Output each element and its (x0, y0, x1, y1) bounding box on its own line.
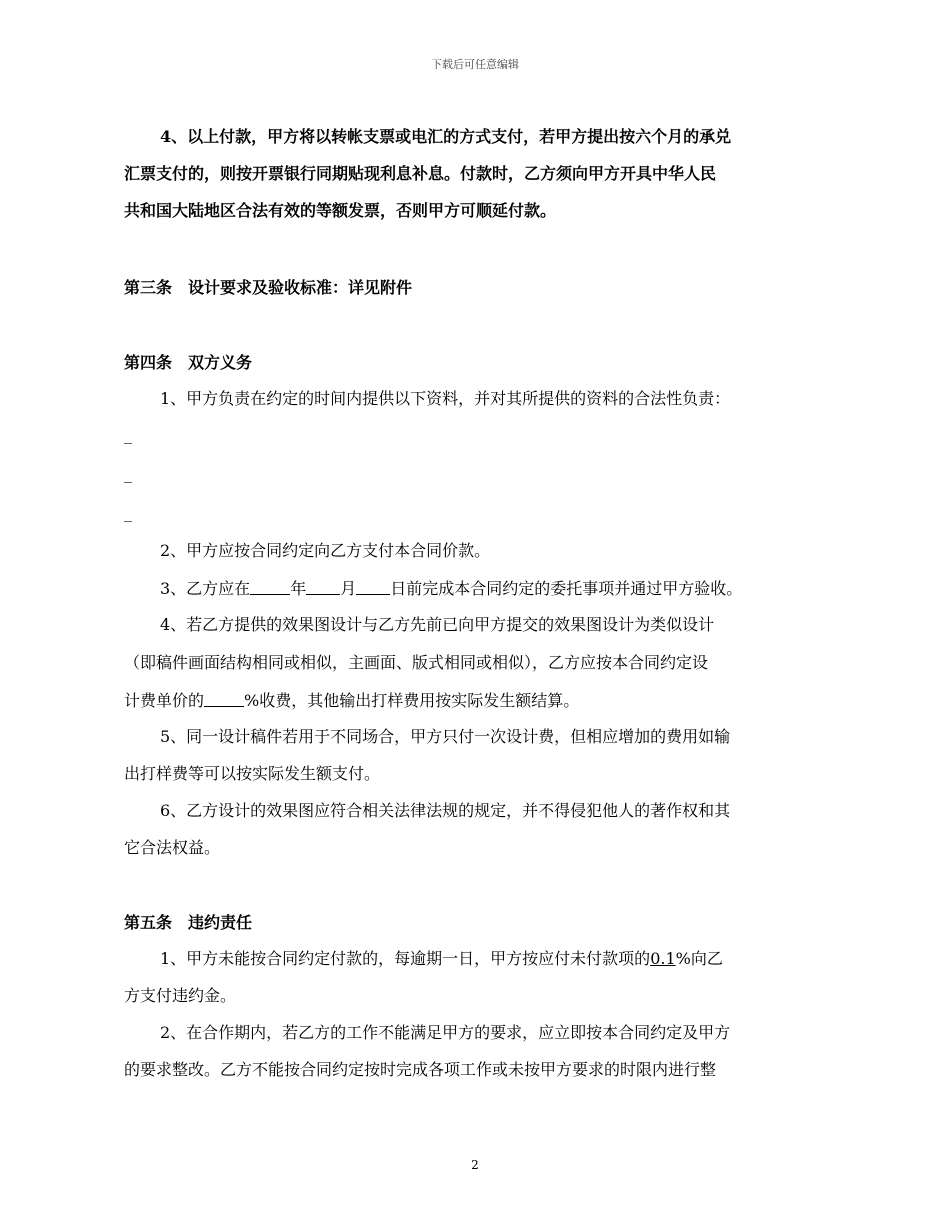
payment-clause-line-3: 共和国大陆地区合法有效的等额发票，否则甲方可顺延付款。 (124, 201, 557, 220)
penalty-rate: 0.1 (650, 949, 676, 968)
payment-clause-line-1: 4、以上付款，甲方将以转帐支票或电汇的方式支付，若甲方提出按六个月的承兑 (160, 127, 732, 146)
blank-line-3: _ (124, 503, 132, 522)
item-1-line-1-prefix: 1、甲方未能按合同约定付款的，每逾期一日，甲方按应付未付款项的 (160, 949, 651, 968)
article-4-item-4-line-1: 4、若乙方提供的效果图设计与乙方先前已向甲方提交的效果图设计为类似设计 (160, 615, 715, 634)
blank-line-2: _ (124, 464, 132, 483)
article-3-title: 第三条 设计要求及验收标准：详见附件 (124, 278, 413, 297)
payment-clause-line-2: 汇票支付的，则按开票银行同期贴现利息补息。付款时，乙方须向甲方开具中华人民 (124, 164, 717, 183)
article-4-item-3 (160, 576, 830, 599)
article-4-item-6-line-2: 它合法权益。 (124, 838, 221, 857)
article-5-item-1-line-2: 方支付违约金。 (124, 986, 237, 1005)
item-4-line-3-prefix: 计费单价的 (124, 691, 205, 710)
page-header: 下载后可任意编辑 (431, 58, 519, 71)
article-4-item-4-line-3 (124, 688, 830, 711)
month-blank (306, 580, 340, 595)
article-4-item-5-line-2: 出打样费等可以按实际发生额支付。 (124, 764, 381, 783)
item-3-prefix: 3、乙方应在 (160, 579, 251, 598)
item-3-month: 月 (340, 579, 357, 598)
item-1-line-1-suffix: %向乙 (675, 949, 723, 968)
item-3-suffix: 日前完成本合同约定的委托事项并通过甲方验收。 (390, 579, 743, 598)
item-4-line-3-suffix: %收费，其他输出打样费用按实际发生额结算。 (244, 691, 580, 710)
article-5-title: 第五条 违约责任 (124, 913, 253, 932)
article-4-item-6-line-1: 6、乙方设计的效果图应符合相关法律法规的规定，并不得侵犯他人的著作权和其 (160, 801, 731, 820)
percent-blank (204, 692, 244, 707)
article-4-item-2: 2、甲方应按合同约定向乙方支付本合同价款。 (160, 541, 491, 560)
article-4-item-4-line-2: （即稿件画面结构相同或相似，主画面、版式相同或相似），乙方应按本合同约定设 (124, 653, 709, 672)
page-number: 2 (471, 1158, 479, 1172)
article-5-item-2-line-1: 2、在合作期内，若乙方的工作不能满足甲方的要求，应立即按本合同约定及甲方 (160, 1023, 731, 1042)
article-4-item-5-line-1: 5、同一设计稿件若用于不同场合，甲方只付一次设计费，但相应增加的费用如输 (160, 727, 731, 746)
article-4-item-1: 1、甲方负责在约定的时间内提供以下资料，并对其所提供的资料的合法性负责： (160, 389, 731, 408)
article-5-item-2-line-2: 的要求整改。乙方不能按合同约定按时完成各项工作或未按甲方要求的时限内进行整 (124, 1060, 717, 1079)
day-blank (356, 580, 390, 595)
article-5-item-1-line-1 (160, 946, 830, 969)
blank-line-1: _ (124, 425, 132, 444)
year-blank (250, 580, 290, 595)
item-3-year: 年 (290, 579, 307, 598)
article-4-title: 第四条 双方义务 (124, 353, 253, 372)
